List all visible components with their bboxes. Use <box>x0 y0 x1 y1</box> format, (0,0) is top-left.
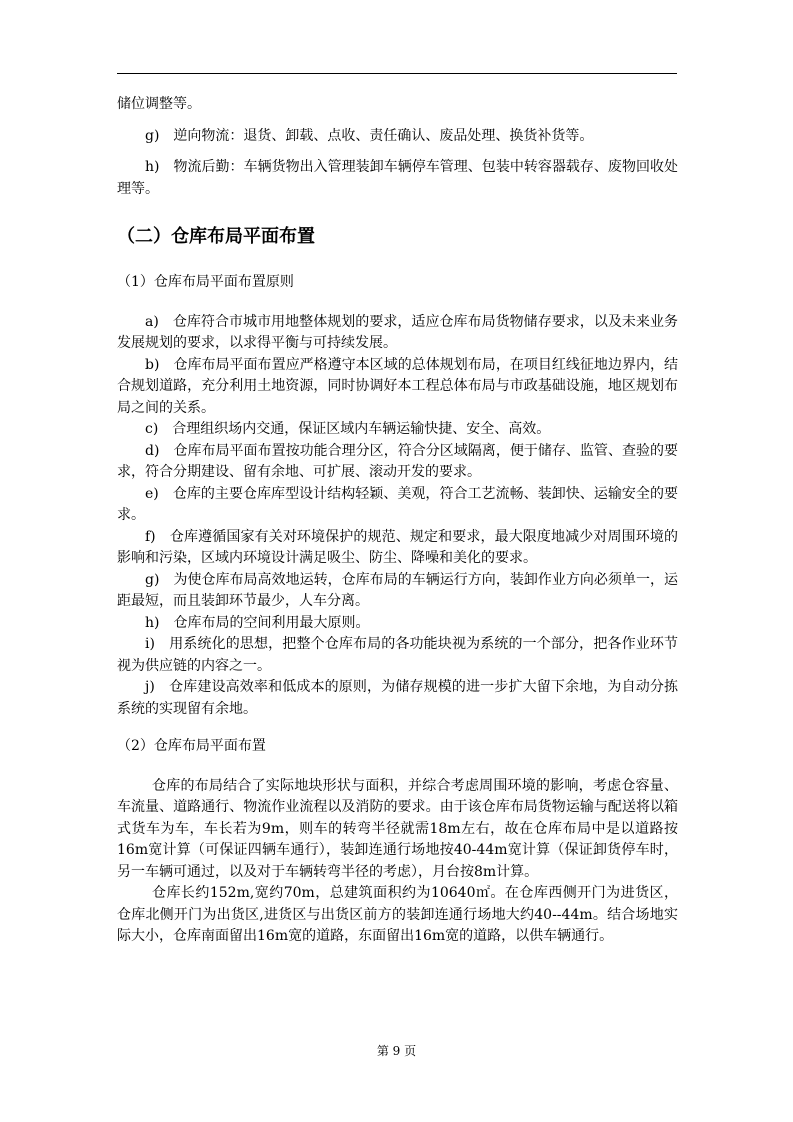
subsection-heading-layout: （2）仓库布局平面布置 <box>117 738 266 754</box>
principle-item-e: e) 仓库的主要仓库库型设计结构轻颖、美观，符合工艺流畅、装卸快、运输安全的要求。 <box>117 485 678 523</box>
list-item-h-logistics-support: h) 物流后勤：车辆货物出入管理装卸车辆停车管理、包装中转容器载存、废物回收处理等。 <box>117 159 678 197</box>
header-rule <box>117 73 677 74</box>
continued-paragraph: 储位调整等。 <box>117 96 201 112</box>
principle-item-i: i) 用系统化的思想，把整个仓库布局的各功能块视为系统的一个部分，把各作业环节视为供应链的内容之一。 <box>117 636 678 674</box>
layout-paragraph-2: 仓库长约152m,宽约70m，总建筑面积约为10640㎡。在仓库西侧开门为进货区，仓库北侧开门为出货区,进货区与出货区前方的装卸连通行场地大约40--44m。结合场地实际大小，仓库南面留出16m宽的道路，东面留出16m宽的道路，以供车辆通行。 <box>117 885 678 944</box>
page-content <box>117 94 678 948</box>
principle-item-c: c) 合理组织场内交通，保证区域内车辆运输快捷、安全、高效。 <box>145 421 551 437</box>
principle-item-a: a) 仓库符合市城市用地整体规划的要求，适应仓库布局货物储存要求，以及未来业务发展规划的要求，以求得平衡与可持续发展。 <box>117 313 678 351</box>
subsection-heading-principles: （1）仓库布局平面布置原则 <box>117 274 294 290</box>
list-item-g-reverse-logistics: g) 逆向物流：退货、卸载、点收、责任确认、废品处理、换货补货等。 <box>145 127 594 144</box>
section-title: （二）仓库布局平面布置 <box>117 226 315 247</box>
page-number: 第 9 页 <box>376 1044 417 1058</box>
principle-item-g: g) 为使仓库布局高效地运转，仓库布局的车辆运行方向，装卸作业方向必须单一，运距最短，而且装卸环节最少，人车分离。 <box>117 571 678 609</box>
layout-paragraph-1: 仓库的布局结合了实际地块形状与面积，并综合考虑周围环境的影响，考虑仓容量、车流量、道路通行、物流作业流程以及消防的要求。由于该仓库布局货物运输与配送将以箱式货车为车，车长若为9m，则车的转弯半径就需18m左右，故在仓库布局中是以道路按16m宽计算（可保证四辆车通行），装卸连通行场地按40-44m宽计算（保证卸货停车时，另一车辆可通过，以及对于车辆转弯半径的考虑），月台按8m计算。 <box>117 777 678 880</box>
principle-item-h: h) 仓库布局的空间利用最大原则。 <box>145 614 370 631</box>
principle-item-j: j) 仓库建设高效率和低成本的原则，为储存规模的进一步扩大留下余地，为自动分拣系统的实现留有余地。 <box>117 679 678 717</box>
principle-item-d: d) 仓库布局平面布置按功能合理分区，符合分区域隔离，便于储存、监管、查验的要求，符合分期建设、留有余地、可扩展、滚动开发的要求。 <box>117 442 678 480</box>
principle-item-f: f) 仓库遵循国家有关对环境保护的规范、规定和要求，最大限度地减少对周围环境的影响和污染，区域内环境设计满足吸尘、防尘、降噪和美化的要求。 <box>117 528 678 566</box>
principle-item-b: b) 仓库布局平面布置应严格遵守本区域的总体规划布局，在项目红线征地边界内，结合规划道路，充分利用土地资源，同时协调好本工程总体布局与市政基础设施，地区规划布局之间的关系。 <box>117 356 678 416</box>
